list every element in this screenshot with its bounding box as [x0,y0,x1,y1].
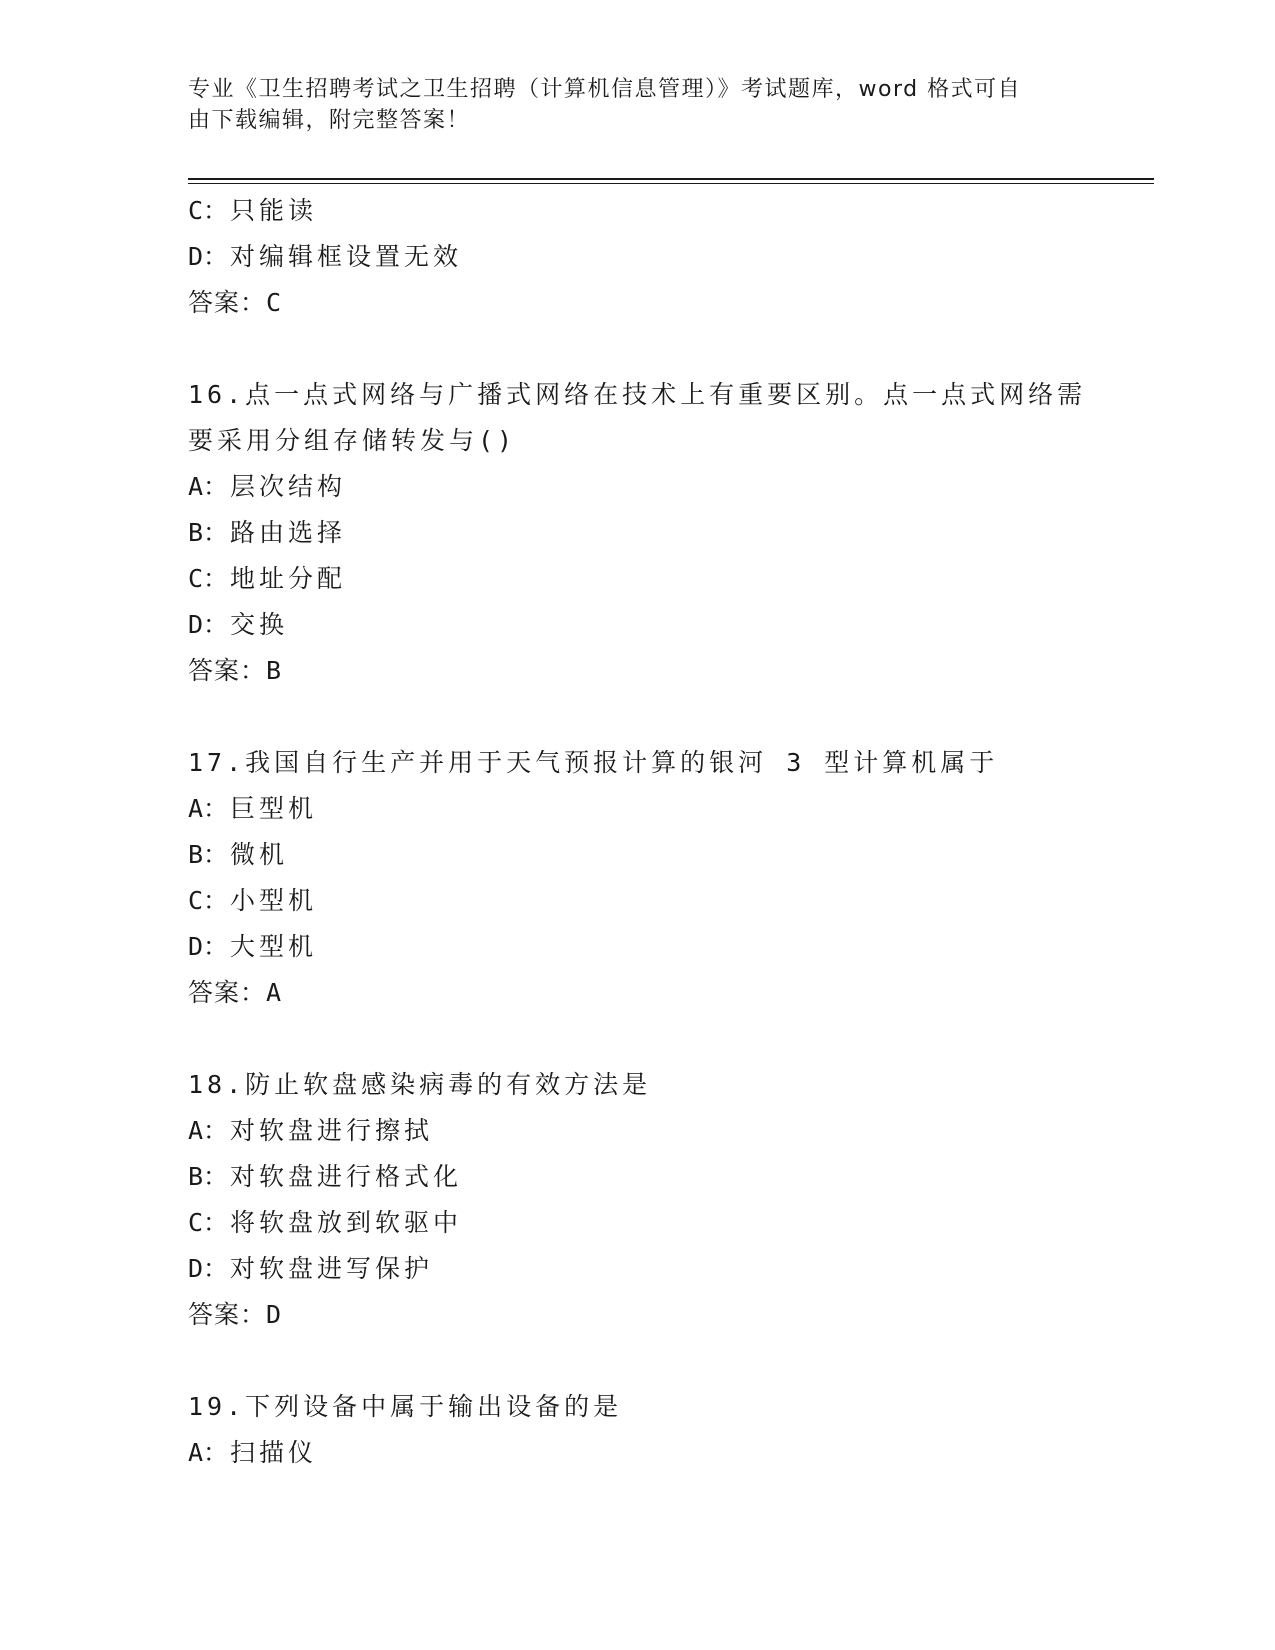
option-c [188,188,1088,234]
option-d [188,1246,1088,1292]
option-text: 路由选择 [230,518,347,547]
option-key: D： [188,242,229,271]
question-16 [188,372,1088,694]
option-key: A： [188,1438,229,1467]
option-key: A： [188,1116,229,1145]
option-key: B： [188,840,229,869]
option-a [188,1430,1088,1476]
question-19 [188,1384,1088,1476]
option-text: 对软盘进写保护 [230,1254,434,1283]
option-key: D： [188,932,229,961]
question-stem: 19.下列设备中属于输出设备的是 [188,1392,623,1421]
option-c [188,1200,1088,1246]
header-divider-thin [188,183,1154,184]
option-b [188,1154,1088,1200]
question-15-fragment [188,188,1088,326]
option-a [188,464,1088,510]
answer-value: B [266,656,283,685]
option-text: 对软盘进行擦拭 [230,1116,434,1145]
header-line-2: 由下载编辑，附完整答案！ [188,108,471,133]
option-a [188,786,1088,832]
option-d [188,234,1088,280]
answer-value: A [266,978,283,1007]
option-text: 层次结构 [230,472,347,501]
option-c [188,556,1088,602]
option-b [188,510,1088,556]
question-stem-continued: 要采用分组存储转发与() [188,426,517,455]
answer-value: D [266,1300,283,1329]
option-key: B： [188,1162,229,1191]
option-text: 小型机 [230,886,318,915]
option-b [188,832,1088,878]
option-key: A： [188,472,229,501]
answer-line [188,1292,1088,1338]
question-18 [188,1062,1088,1338]
option-a [188,1108,1088,1154]
option-text: 扫描仪 [230,1438,318,1467]
question-stem: 17.我国自行生产并用于天气预报计算的银河 3 型计算机属于 [188,748,999,777]
answer-line [188,648,1088,694]
question-list [188,188,1088,1476]
option-text: 只能读 [230,196,318,225]
option-key: A： [188,794,229,823]
answer-value: C [266,288,283,317]
option-text: 巨型机 [230,794,318,823]
answer-label: 答案： [188,978,267,1007]
option-key: D： [188,610,229,639]
answer-label: 答案： [188,656,267,685]
document-header [188,74,1068,136]
option-text: 交换 [230,610,289,639]
option-text: 微机 [230,840,289,869]
option-key: C： [188,886,229,915]
question-stem: 18.防止软盘感染病毒的有效方法是 [188,1070,652,1099]
option-c [188,878,1088,924]
option-key: C： [188,196,229,225]
option-d [188,602,1088,648]
answer-label: 答案： [188,1300,267,1329]
option-text: 对编辑框设置无效 [230,242,463,271]
header-divider-thick [188,178,1154,180]
option-text: 地址分配 [230,564,347,593]
answer-line [188,970,1088,1016]
spacer [188,694,1088,740]
spacer [188,1338,1088,1384]
option-text: 对软盘进行格式化 [230,1162,463,1191]
option-text: 大型机 [230,932,318,961]
option-key: B： [188,518,229,547]
option-d [188,924,1088,970]
option-text: 将软盘放到软驱中 [230,1208,463,1237]
question-17 [188,740,1088,1016]
header-line-1: 专业《卫生招聘考试之卫生招聘（计算机信息管理）》考试题库，word 格式可自 [188,77,1022,102]
spacer [188,326,1088,372]
option-key: C： [188,1208,229,1237]
spacer [188,1016,1088,1062]
option-key: D： [188,1254,229,1283]
question-stem: 16.点一点式网络与广播式网络在技术上有重要区别。点一点式网络需 [188,380,1087,409]
answer-label: 答案： [188,288,267,317]
answer-line [188,280,1088,326]
option-key: C： [188,564,229,593]
